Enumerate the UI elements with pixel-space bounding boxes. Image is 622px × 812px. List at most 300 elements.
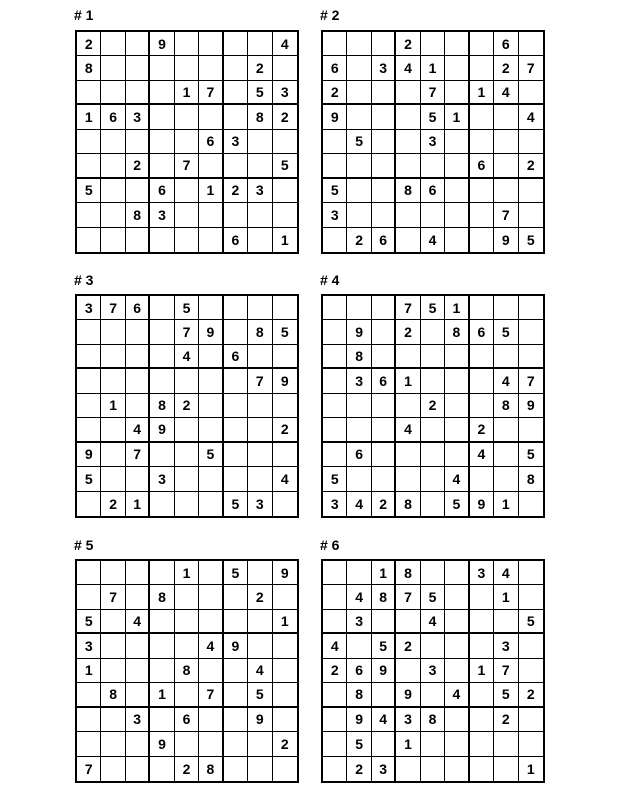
puzzle-label: # 1: [74, 7, 94, 23]
sudoku-cell: 2: [175, 394, 199, 418]
sudoku-cell: [470, 228, 494, 252]
sudoku-cell: [77, 561, 101, 585]
sudoku-cell: [199, 296, 223, 320]
sudoku-cell: [126, 130, 150, 154]
sudoku-cell: [347, 154, 371, 178]
sudoku-cell: [126, 81, 150, 105]
sudoku-cell: 1: [280, 231, 289, 248]
sudoku-cell: [372, 683, 396, 707]
sudoku-cell: [519, 345, 543, 369]
sudoku-cell: [150, 130, 174, 154]
sudoku-cell: [248, 418, 272, 442]
sudoku-cell: 5: [175, 296, 199, 320]
sudoku-cell: [323, 320, 347, 344]
sudoku-cell: [273, 130, 297, 154]
sudoku-cell: [372, 732, 396, 756]
sudoku-cell: [77, 394, 101, 418]
sudoku-cell: [150, 56, 174, 80]
sudoku-cell: [126, 228, 150, 252]
sudoku-cell: [421, 320, 445, 344]
sudoku-cell: 4: [421, 228, 445, 252]
sudoku-cell: [372, 32, 396, 56]
sudoku-cell: [470, 708, 494, 732]
sudoku-cell: [224, 81, 248, 105]
sudoku-cell: [101, 345, 125, 369]
sudoku-cell: [175, 179, 199, 203]
sudoku-cell: 9: [199, 320, 223, 344]
sudoku-cell: [347, 203, 371, 227]
sudoku-cell: 4: [347, 585, 371, 609]
sudoku-cell: [77, 345, 101, 369]
sudoku-cell: 1: [372, 561, 396, 585]
sudoku-cell: [470, 105, 494, 129]
sudoku-cell: [77, 492, 101, 516]
sudoku-cell: [519, 708, 543, 732]
sudoku-cell: 7: [199, 683, 223, 707]
sudoku-cell: 5: [421, 585, 445, 609]
sudoku-cell: [224, 369, 248, 393]
sudoku-cell: [150, 634, 174, 658]
sudoku-cell: [273, 443, 297, 467]
sudoku-cell: [519, 130, 543, 154]
sudoku-cell: 2: [224, 179, 248, 203]
sudoku-cell: [101, 610, 125, 634]
sudoku-cell: [273, 585, 297, 609]
sudoku-cell: [519, 561, 543, 585]
sudoku-cell: 9: [224, 634, 248, 658]
sudoku-cell: 5: [323, 179, 347, 203]
sudoku-cell: [199, 561, 223, 585]
sudoku-cell: [273, 659, 297, 683]
sudoku-cell: [519, 320, 543, 344]
sudoku-cell: 6: [150, 179, 174, 203]
sudoku-cell: [372, 179, 396, 203]
sudoku-cell: [372, 345, 396, 369]
sudoku-cell: [273, 757, 297, 781]
sudoku-cell: [421, 345, 445, 369]
sudoku-cell: [323, 418, 347, 442]
sudoku-cell: [421, 467, 445, 491]
sudoku-cell: 7: [396, 585, 420, 609]
sudoku-cell: [199, 708, 223, 732]
sudoku-cell: [445, 708, 469, 732]
sudoku-cell: [372, 203, 396, 227]
sudoku-cell: [273, 492, 297, 516]
sudoku-cell: [323, 585, 347, 609]
sudoku-cell: [101, 32, 125, 56]
sudoku-cell: [445, 634, 469, 658]
sudoku-cell: 1: [273, 610, 297, 634]
sudoku-cell: 3: [494, 634, 518, 658]
sudoku-cell: [396, 154, 420, 178]
sudoku-cell: [150, 105, 174, 129]
sudoku-cell: 8: [199, 757, 223, 781]
sudoku-cell: 9: [150, 32, 174, 56]
sudoku-cell: 2: [396, 320, 420, 344]
puzzle-label: # 5: [74, 537, 94, 553]
sudoku-cell: [248, 130, 272, 154]
sudoku-cell: 6: [494, 32, 518, 56]
sudoku-cell: 4: [199, 634, 223, 658]
sudoku-cell: [323, 732, 347, 756]
sudoku-cell: 2: [273, 732, 297, 756]
sudoku-cell: [199, 203, 223, 227]
sudoku-cell: [224, 683, 248, 707]
sudoku-grid: [321, 30, 545, 254]
sudoku-cell: [372, 443, 396, 467]
sudoku-cell: [175, 369, 199, 393]
sudoku-cell: [199, 345, 223, 369]
sudoku-cell: 5: [273, 320, 297, 344]
sudoku-cell: [470, 757, 494, 781]
sudoku-cell: [126, 561, 150, 585]
sudoku-cell: 3: [323, 203, 347, 227]
sudoku-cell: 1: [445, 296, 469, 320]
sudoku-cell: 7: [101, 296, 125, 320]
sudoku-cell: [347, 467, 371, 491]
sudoku-cell: [445, 610, 469, 634]
sudoku-cell: [150, 296, 174, 320]
sudoku-cell: 7: [175, 154, 199, 178]
sudoku-cell: 4: [248, 659, 272, 683]
sudoku-cell: 1: [126, 492, 150, 516]
sudoku-cell: [101, 732, 125, 756]
sudoku-cell: 4: [470, 443, 494, 467]
sudoku-cell: [396, 443, 420, 467]
sudoku-cell: [519, 179, 543, 203]
sudoku-cell: [77, 732, 101, 756]
sudoku-cell: [248, 610, 272, 634]
sudoku-cell: 8: [396, 561, 420, 585]
sudoku-cell: [101, 467, 125, 491]
sudoku-cell: [445, 203, 469, 227]
sudoku-cell: [199, 154, 223, 178]
sudoku-cell: [77, 228, 101, 252]
sudoku-cell: [323, 561, 347, 585]
puzzle-label: # 4: [320, 272, 340, 288]
sudoku-grid: [75, 294, 299, 518]
sudoku-cell: [224, 443, 248, 467]
sudoku-cell: [347, 296, 371, 320]
sudoku-cell: [77, 585, 101, 609]
sudoku-cell: [347, 105, 371, 129]
sudoku-cell: 9: [77, 443, 101, 467]
sudoku-cell: 8: [150, 585, 174, 609]
sudoku-cell: [470, 345, 494, 369]
sudoku-cell: [421, 683, 445, 707]
sudoku-cell: 6: [175, 708, 199, 732]
sudoku-cell: 3: [126, 105, 150, 129]
sudoku-cell: [175, 130, 199, 154]
sudoku-cell: 8: [150, 394, 174, 418]
sudoku-cell: [421, 757, 445, 781]
sudoku-cell: [396, 394, 420, 418]
sudoku-cell: [101, 634, 125, 658]
sudoku-cell: 6: [421, 179, 445, 203]
sudoku-cell: [175, 585, 199, 609]
sudoku-cell: [494, 105, 518, 129]
sudoku-cell: [150, 561, 174, 585]
sudoku-cell: 7: [396, 296, 420, 320]
sudoku-cell: 8: [347, 345, 371, 369]
sudoku-cell: [372, 130, 396, 154]
sudoku-cell: 5: [494, 320, 518, 344]
sudoku-cell: [150, 228, 174, 252]
sudoku-cell: 2: [126, 154, 150, 178]
sudoku-cell: 3: [470, 561, 494, 585]
sudoku-cell: [323, 757, 347, 781]
sudoku-cell: 5: [445, 492, 469, 516]
sudoku-cell: [248, 345, 272, 369]
sudoku-cell: 6: [323, 56, 347, 80]
sudoku-cell: [175, 32, 199, 56]
sudoku-cell: [372, 610, 396, 634]
sudoku-cell: [224, 757, 248, 781]
sudoku-cell: [494, 467, 518, 491]
sudoku-cell: [347, 81, 371, 105]
sudoku-cell: [150, 369, 174, 393]
sudoku-cell: [199, 418, 223, 442]
sudoku-cell: 3: [347, 610, 371, 634]
sudoku-cell: [126, 369, 150, 393]
sudoku-cell: [396, 757, 420, 781]
sudoku-cell: 4: [396, 56, 420, 80]
sudoku-cell: [150, 320, 174, 344]
sudoku-cell: 4: [421, 610, 445, 634]
sudoku-cell: [77, 203, 101, 227]
sudoku-cell: [126, 320, 150, 344]
sudoku-cell: 7: [175, 320, 199, 344]
sudoku-cell: [101, 228, 125, 252]
sudoku-cell: [421, 32, 445, 56]
sudoku-cell: 5: [77, 467, 101, 491]
sudoku-cell: 5: [273, 154, 297, 178]
sudoku-cell: 8: [77, 56, 101, 80]
sudoku-cell: [101, 659, 125, 683]
sudoku-cell: [248, 757, 272, 781]
sudoku-cell: [470, 683, 494, 707]
sudoku-cell: [248, 634, 272, 658]
sudoku-cell: [445, 154, 469, 178]
sudoku-cell: 3: [347, 369, 371, 393]
sudoku-cell: [396, 659, 420, 683]
sudoku-cell: 6: [199, 130, 223, 154]
sudoku-cell: 9: [470, 492, 494, 516]
sudoku-cell: 1: [175, 81, 199, 105]
sudoku-cell: 2: [519, 154, 543, 178]
sudoku-cell: [126, 394, 150, 418]
sudoku-cell: [396, 203, 420, 227]
sudoku-cell: [175, 634, 199, 658]
sudoku-cell: 6: [347, 443, 371, 467]
sudoku-cell: [372, 154, 396, 178]
sudoku-cell: 1: [494, 492, 518, 516]
sudoku-cell: [421, 369, 445, 393]
sudoku-cell: [101, 154, 125, 178]
sudoku-cell: [273, 345, 297, 369]
sudoku-cell: [273, 296, 297, 320]
sudoku-cell: 4: [494, 561, 518, 585]
sudoku-cell: [150, 492, 174, 516]
sudoku-cell: [323, 345, 347, 369]
sudoku-cell: [77, 369, 101, 393]
sudoku-cell: 7: [519, 369, 543, 393]
sudoku-cell: [445, 32, 469, 56]
sudoku-cell: 4: [372, 708, 396, 732]
sudoku-cell: [126, 179, 150, 203]
sudoku-cell: [421, 492, 445, 516]
sudoku-cell: 7: [421, 81, 445, 105]
sudoku-cell: [470, 369, 494, 393]
sudoku-cell: 7: [494, 659, 518, 683]
sudoku-cell: 9: [372, 659, 396, 683]
sudoku-cell: [470, 203, 494, 227]
sudoku-cell: 8: [445, 320, 469, 344]
sudoku-cell: 7: [494, 203, 518, 227]
sudoku-cell: [494, 418, 518, 442]
sudoku-cell: [175, 418, 199, 442]
sudoku-cell: [470, 610, 494, 634]
sudoku-cell: 6: [224, 345, 248, 369]
sudoku-cell: [421, 732, 445, 756]
sudoku-cell: 2: [421, 394, 445, 418]
sudoku-cell: [150, 443, 174, 467]
sudoku-cell: [199, 394, 223, 418]
sudoku-cell: 9: [273, 369, 297, 393]
sudoku-cell: [126, 732, 150, 756]
sudoku-cell: [273, 56, 297, 80]
sudoku-cell: 8: [396, 179, 420, 203]
sudoku-cell: 8: [126, 203, 150, 227]
sudoku-cell: [396, 81, 420, 105]
sudoku-cell: [519, 418, 543, 442]
sudoku-cell: 2: [396, 634, 420, 658]
sudoku-cell: 7: [101, 585, 125, 609]
sudoku-cell: 3: [77, 634, 101, 658]
sudoku-cell: [323, 443, 347, 467]
sudoku-cell: 7: [77, 757, 101, 781]
sudoku-cell: [494, 296, 518, 320]
sudoku-cell: [445, 394, 469, 418]
sudoku-cell: 5: [248, 81, 272, 105]
sudoku-cell: [347, 634, 371, 658]
sudoku-cell: [175, 467, 199, 491]
sudoku-cell: [199, 585, 223, 609]
sudoku-cell: [494, 443, 518, 467]
sudoku-cell: 9: [519, 394, 543, 418]
sudoku-cell: [470, 179, 494, 203]
sudoku-cell: [445, 56, 469, 80]
sudoku-cell: 8: [396, 492, 420, 516]
sudoku-cell: 4: [323, 634, 347, 658]
sudoku-cell: 3: [248, 179, 272, 203]
sudoku-cell: 6: [347, 659, 371, 683]
sudoku-cell: 8: [248, 105, 272, 129]
sudoku-cell: [101, 561, 125, 585]
sudoku-cell: [470, 296, 494, 320]
sudoku-cell: 7: [248, 369, 272, 393]
sudoku-cell: 5: [77, 610, 101, 634]
sudoku-cell: [77, 154, 101, 178]
sudoku-cell: [519, 492, 543, 516]
sudoku-cell: 1: [150, 683, 174, 707]
sudoku-cell: [224, 320, 248, 344]
sudoku-cell: 6: [372, 369, 396, 393]
sudoku-cell: [347, 394, 371, 418]
sudoku-cell: 8: [175, 659, 199, 683]
sudoku-cell: [199, 32, 223, 56]
sudoku-cell: 9: [347, 708, 371, 732]
sudoku-cell: 5: [519, 610, 543, 634]
sudoku-cell: 4: [445, 683, 469, 707]
sudoku-cell: 1: [396, 369, 420, 393]
sudoku-cell: [445, 130, 469, 154]
sudoku-cell: [396, 105, 420, 129]
sudoku-cell: [224, 708, 248, 732]
sudoku-cell: 4: [396, 418, 420, 442]
sudoku-cell: [445, 81, 469, 105]
sudoku-cell: [396, 610, 420, 634]
sudoku-cell: [519, 634, 543, 658]
sudoku-cell: [199, 105, 223, 129]
sudoku-cell: [101, 179, 125, 203]
sudoku-cell: 3: [150, 467, 174, 491]
sudoku-cell: [224, 394, 248, 418]
sudoku-cell: 3: [126, 708, 150, 732]
sudoku-cell: [224, 659, 248, 683]
sudoku-cell: [323, 610, 347, 634]
sudoku-cell: 8: [372, 585, 396, 609]
sudoku-cell: 4: [347, 492, 371, 516]
sudoku-cell: 2: [396, 32, 420, 56]
sudoku-cell: [445, 179, 469, 203]
sudoku-cell: [77, 683, 101, 707]
sudoku-cell: [175, 683, 199, 707]
sudoku-cell: [126, 32, 150, 56]
sudoku-cell: [248, 154, 272, 178]
sudoku-cell: 1: [175, 561, 199, 585]
sudoku-cell: [372, 418, 396, 442]
sudoku-cell: [519, 585, 543, 609]
sudoku-cell: 3: [248, 492, 272, 516]
sudoku-cell: [273, 179, 297, 203]
sudoku-cell: [248, 228, 272, 252]
sudoku-cell: 1: [445, 105, 469, 129]
sudoku-cell: [199, 56, 223, 80]
sudoku-cell: 1: [199, 179, 223, 203]
sudoku-cell: [445, 757, 469, 781]
sudoku-cell: [126, 56, 150, 80]
sudoku-cell: [77, 320, 101, 344]
sudoku-cell: [224, 154, 248, 178]
sudoku-cell: 4: [494, 81, 518, 105]
sudoku-cell: [470, 56, 494, 80]
sudoku-cell: [323, 394, 347, 418]
sudoku-grid: [75, 30, 299, 254]
sudoku-cell: 8: [347, 683, 371, 707]
sudoku-cell: [273, 203, 297, 227]
sudoku-cell: [519, 81, 543, 105]
sudoku-cell: [101, 443, 125, 467]
sudoku-cell: [445, 443, 469, 467]
sudoku-cell: [126, 659, 150, 683]
sudoku-cell: [470, 32, 494, 56]
sudoku-cell: [445, 585, 469, 609]
sudoku-cell: [224, 56, 248, 80]
sudoku-cell: 7: [199, 81, 223, 105]
sudoku-cell: [494, 732, 518, 756]
sudoku-cell: [101, 418, 125, 442]
